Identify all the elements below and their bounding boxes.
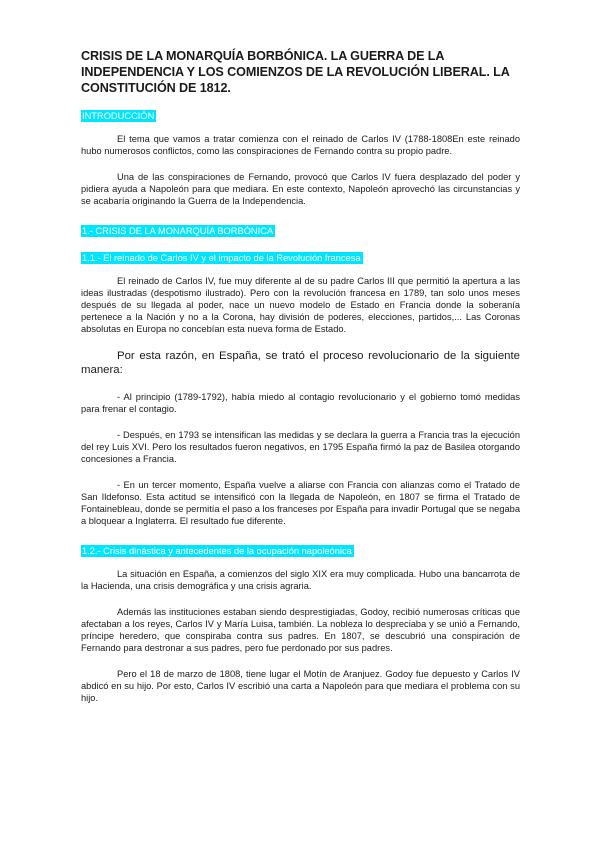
paragraph-intro-2: Una de las conspiraciones de Fernando, provocó que Carlos IV fuera desplazado del poder y pidiera ayuda a Napoleón para que mediara. En este contexto, Napoleón aprovechó las circunstancias y se acabaría originando la Guerra de la Independencia. bbox=[81, 172, 520, 206]
bullet-despues: - Después, en 1793 se intensifican las medidas y se declara la guerra a Francia tras la ejecución del rey Luis XVI. Pero los resultados fueron negativos, en 1795 España firmó la paz de Basilea otorgando concesiones a Francia. bbox=[81, 430, 520, 464]
bullet-al-principio: - Al principio (1789-1792), había miedo al contagio revolucionario y el gobierno tomó medidas para frenar el contagio. bbox=[81, 392, 520, 414]
heading-introduccion: INTRODUCCIÓN bbox=[82, 111, 155, 121]
paragraph-reinado-carlos-iv: El reinado de Carlos IV, fue muy diferente al de su padre Carlos III que permitió la apertura a las ideas ilustradas (despotismo ilustrado). Pero con la revolución francesa en 1789, tan solo unos meses después de su llegada al poder, nace un nuevo modelo de Estado en Francia donde la soberanía pertenece a la Nación y no a la Corona, hay división de poderes, elecciones, partidos,... Las Coronas absolutas en Europa no concebían esta nueva forma de Estado. bbox=[81, 276, 520, 334]
heading-s1-wrap bbox=[81, 221, 520, 234]
document-title: CRISIS DE LA MONARQUÍA BORBÓNICA. LA GUERRA DE LA INDEPENDENCIA Y LOS COMIENZOS DE LA REVOLUCIÓN LIBERAL. LA CONSTITUCIÓN DE 1812. bbox=[81, 49, 510, 95]
bullet-tercer-momento: - En un tercer momento, España vuelve a aliarse con Francia con alianzas como el Tratado de San Ildefonso. Esta actitud se intensificó con la llegada de Napoleón, en 1807 se firma el Tratado de Fontainebleau, donde se permitía el paso a los franceses por España para invadir Portugal que se negaba a bloquear a Inglaterra. El resultado fue diferente. bbox=[81, 480, 520, 526]
heading-s1-1-wrap bbox=[81, 248, 520, 261]
paragraph-lead-proceso-revolucionario: Por esta razón, en España, se trató el proceso revolucionario de la siguiente manera: bbox=[81, 350, 520, 376]
heading-reinado-carlos-iv: 1.1.- El reinado de Carlos IV y el impacto de la Revolución francesa bbox=[82, 253, 361, 263]
heading-s1-2-wrap bbox=[81, 541, 520, 554]
paragraph-intro-1: El tema que vamos a tratar comienza con el reinado de Carlos IV (1788-1808En este reinado hubo numerosos conflictos, como las conspiraciones de Fernando contra su propio padre. bbox=[81, 134, 520, 156]
paragraph-motin-aranjuez: Pero el 18 de marzo de 1808, tiene lugar el Motín de Aranjuez. Godoy fue depuesto y Carlos IV abdicó en su hijo. Por esto, Carlos IV escribió una carta a Napoleón para que mediara el problema con su hijo. bbox=[81, 669, 520, 703]
paragraph-situacion-espana: La situación en España, a comienzos del siglo XIX era muy complicada. Hubo una bancarrota de la Hacienda, una crisis demográfica y una crisis agraria. bbox=[81, 569, 520, 591]
heading-crisis-monarquia: 1.- CRISIS DE LA MONARQUÍA BORBÓNICA bbox=[82, 226, 274, 236]
heading-intro-wrap bbox=[81, 106, 520, 119]
paragraph-instituciones: Además las instituciones estaban siendo desprestigiadas, Godoy, recibió numerosas críticas que afectaban a los reyes, Carlos IV y María Luisa, también. La nobleza lo despreciaba y se unió a Fernando, príncipe heredero, que conspiraba contra sus padres. En 1807, se descubrió una conspiración de Fernando para destronar a sus padres, pero fue perdonado por sus padres. bbox=[81, 607, 520, 653]
heading-crisis-dinastica: 1.2.- Crisis dinástica y antecedentes de la ocupación napoleónica bbox=[82, 546, 352, 556]
